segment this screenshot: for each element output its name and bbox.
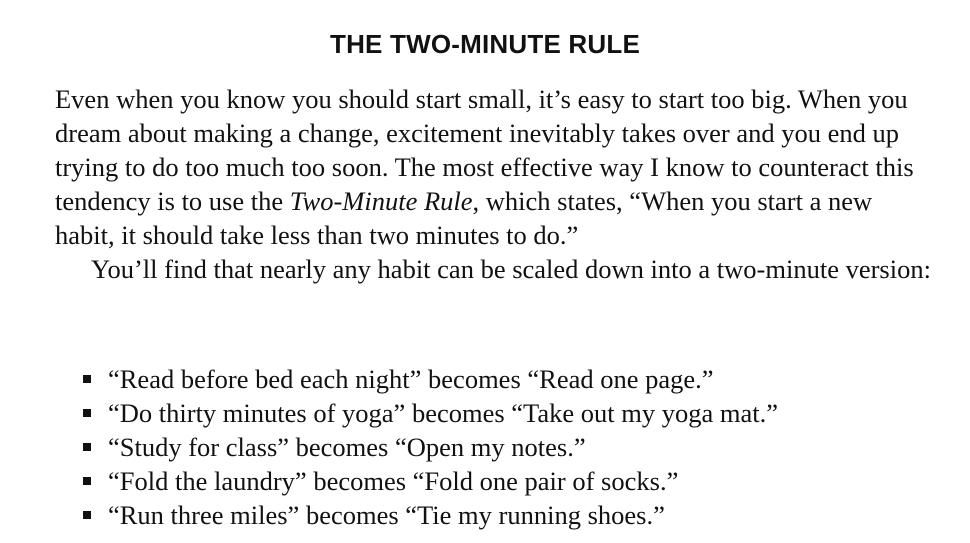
square-bullet-icon <box>83 443 91 451</box>
square-bullet-icon <box>83 477 91 485</box>
list-item-text: “Run three miles” becomes “Tie my running shoes.” <box>108 500 665 530</box>
list-item-text: “Study for class” becomes “Open my notes.” <box>108 432 586 462</box>
list-item <box>80 396 940 430</box>
square-bullet-icon <box>83 511 91 519</box>
list-item <box>80 430 940 464</box>
list-item-text: “Do thirty minutes of yoga” becomes “Take out my yoga mat.” <box>108 398 779 428</box>
paragraph-scaled-down: You’ll find that nearly any habit can be scaled down into a two-minute version: <box>91 254 931 284</box>
paragraph-intro-continuation: , which states, “When you start a new habit, it should take less than two minutes to do.” <box>55 186 873 250</box>
square-bullet-icon <box>83 409 91 417</box>
examples-list <box>80 362 940 532</box>
list-item <box>80 498 940 532</box>
paragraph-intro <box>55 82 935 252</box>
list-item <box>80 362 940 396</box>
square-bullet-icon <box>83 375 91 383</box>
list-item-text: “Read before bed each night” becomes “Read one page.” <box>108 364 714 394</box>
list-item-text: “Fold the laundry” becomes “Fold one pair of socks.” <box>108 466 679 496</box>
rule-name-italic: Two-Minute Rule <box>289 186 473 216</box>
body-text <box>55 82 935 286</box>
paragraph-intro-text: Even when you know you should start small, it’s easy to start too big. When you dream about making a change, excitement inevitably takes over and you end up trying to do too much too soon. The most effective way I know to counteract this tendency is to use the <box>55 84 914 216</box>
list-item <box>80 464 940 498</box>
section-heading: THE TWO-MINUTE RULE <box>330 29 640 59</box>
